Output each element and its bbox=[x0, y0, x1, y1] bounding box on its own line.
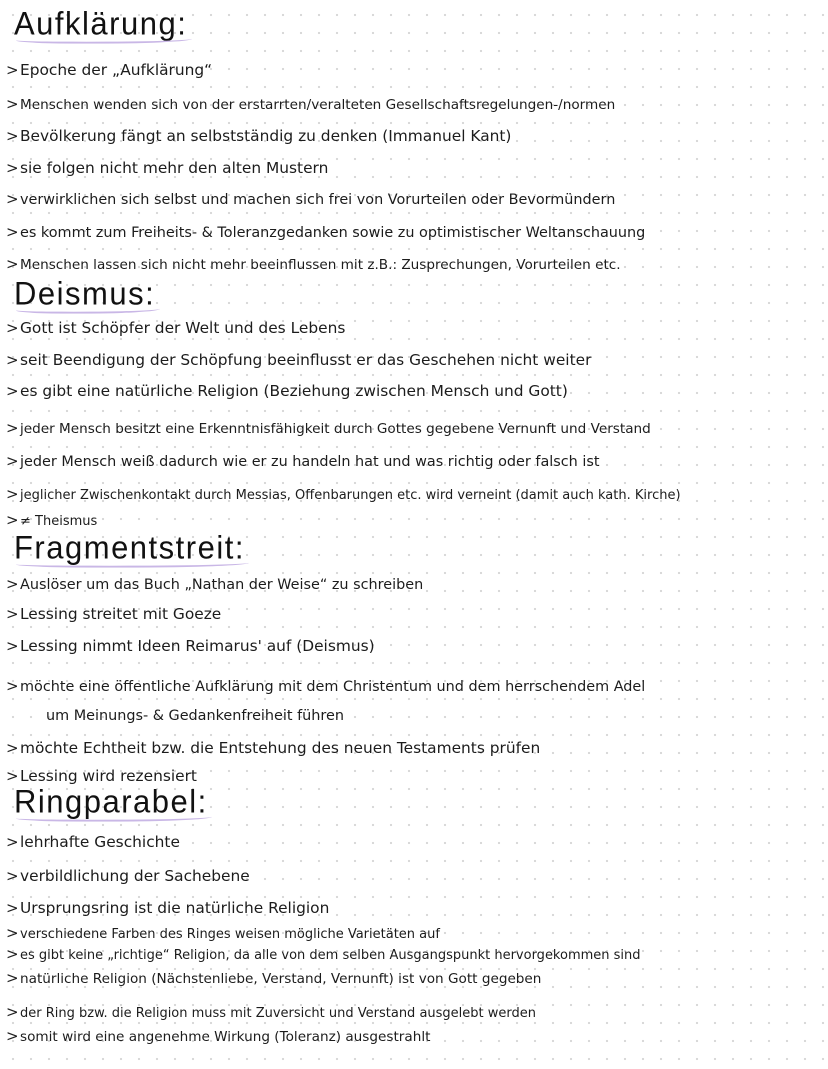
bullet-line bbox=[6, 866, 250, 886]
bullet-line bbox=[6, 574, 423, 595]
bullet-text: Bevölkerung fängt an selbstständig zu denken (Immanuel Kant) bbox=[20, 127, 512, 145]
bullet-continuation bbox=[46, 706, 344, 726]
bullet-text: Gott ist Schöpfer der Welt und des Lebens bbox=[20, 319, 346, 337]
bullet-line bbox=[6, 604, 221, 624]
heading-ringparabel: Ringparabel: bbox=[14, 782, 207, 820]
bullet-text: verbildlichung der Sachebene bbox=[20, 867, 250, 885]
bullet-text: natürliche Religion (Nächstenliebe, Verstand, Vernunft) ist von Gott gegeben bbox=[20, 971, 542, 987]
bullet-text: der Ring bzw. die Religion muss mit Zuversicht und Verstand ausgelebt werden bbox=[20, 1006, 537, 1021]
bullet-line bbox=[6, 676, 645, 697]
bullet-line bbox=[6, 418, 651, 439]
arrow-icon: > bbox=[6, 319, 19, 337]
arrow-icon: > bbox=[6, 677, 19, 695]
bullet-text: Ursprungsring ist die natürliche Religion bbox=[20, 899, 330, 917]
bullet-line bbox=[6, 318, 345, 338]
bullet-text: jeglicher Zwischenkontakt durch Messias, Offenbarungen etc. wird verneint (damit auch kath. Kirche) bbox=[20, 488, 681, 503]
bullet-line bbox=[6, 484, 681, 506]
bullet-text: seit Beendigung der Schöpfung beeinflusst er das Geschehen nicht weiter bbox=[20, 351, 592, 369]
arrow-icon: > bbox=[6, 159, 19, 177]
arrow-icon: > bbox=[6, 190, 19, 208]
arrow-icon: > bbox=[6, 575, 19, 593]
arrow-icon: > bbox=[6, 1027, 19, 1045]
bullet-text: somit wird eine angenehme Wirkung (Toleranz) ausgestrahlt bbox=[20, 1029, 431, 1045]
arrow-icon: > bbox=[6, 419, 19, 437]
bullet-line bbox=[6, 189, 615, 210]
arrow-icon: > bbox=[6, 899, 19, 917]
bullet-text: Menschen lassen sich nicht mehr beeinflussen mit z.B.: Zusprechungen, Vorurteilen etc. bbox=[20, 257, 621, 273]
bullet-line bbox=[6, 254, 621, 275]
bullet-text: ≠ Theismus bbox=[20, 514, 98, 529]
bullet-text: Auslöser um das Buch „Nathan der Weise“ zu schreiben bbox=[20, 577, 424, 593]
bullet-line bbox=[6, 738, 540, 758]
arrow-icon: > bbox=[6, 924, 19, 942]
arrow-icon: > bbox=[6, 605, 19, 623]
arrow-icon: > bbox=[6, 833, 19, 851]
bullet-line bbox=[6, 832, 180, 852]
bullet-line bbox=[6, 636, 375, 656]
bullet-text: möchte eine öffentliche Aufklärung mit dem Christentum und dem herrschendem Adel bbox=[20, 679, 646, 695]
bullet-text: Menschen wenden sich von der erstarrten/veralteten Gesellschaftsregelungen-/normen bbox=[20, 97, 616, 113]
heading-text: Aufklärung bbox=[14, 4, 178, 42]
arrow-icon: > bbox=[6, 95, 19, 113]
arrow-icon: > bbox=[6, 351, 19, 369]
bullet-line bbox=[6, 350, 591, 370]
bullet-line bbox=[6, 158, 328, 178]
arrow-icon: > bbox=[6, 382, 19, 400]
bullet-text: es gibt eine natürliche Religion (Beziehung zwischen Mensch und Gott) bbox=[20, 382, 568, 400]
bullet-text: Lessing wird rezensiert bbox=[20, 767, 197, 785]
bullet-text: sie folgen nicht mehr den alten Mustern bbox=[20, 159, 329, 177]
bullet-text: möchte Echtheit bzw. die Entstehung des neuen Testaments prüfen bbox=[20, 739, 541, 757]
bullet-text: Lessing streitet mit Goeze bbox=[20, 605, 222, 623]
bullet-text: es kommt zum Freiheits- & Toleranzgedanken sowie zu optimistischer Weltanschauung bbox=[20, 225, 646, 241]
bullet-line bbox=[6, 60, 212, 80]
bullet-text: jeder Mensch weiß dadurch wie er zu handeln hat und was richtig oder falsch ist bbox=[20, 454, 600, 470]
arrow-icon: > bbox=[6, 223, 19, 241]
bullet-line bbox=[6, 1002, 536, 1024]
bullet-text: verwirklichen sich selbst und machen sich frei von Vorurteilen oder Bevormündern bbox=[20, 192, 616, 208]
heading-deismus: Deismus: bbox=[14, 274, 154, 312]
arrow-icon: > bbox=[6, 945, 19, 963]
heading-fragmentstreit: Fragmentstreit: bbox=[14, 528, 244, 566]
bullet-line bbox=[6, 451, 600, 472]
arrow-icon: > bbox=[6, 485, 19, 503]
bullet-line bbox=[6, 968, 541, 989]
bullet-text: Epoche der „Aufklärung“ bbox=[20, 61, 213, 79]
heading-text: Ringparabel bbox=[14, 782, 198, 820]
arrow-icon: > bbox=[6, 637, 19, 655]
bullet-line bbox=[6, 923, 440, 945]
heading-aufklaerung: Aufklärung: bbox=[14, 4, 186, 42]
bullet-line bbox=[6, 898, 329, 918]
heading-text: Deismus bbox=[14, 274, 146, 312]
arrow-icon: > bbox=[6, 969, 19, 987]
arrow-icon: > bbox=[6, 452, 19, 470]
arrow-icon: > bbox=[6, 1003, 19, 1021]
bullet-line bbox=[6, 381, 568, 401]
arrow-icon: > bbox=[6, 511, 19, 529]
bullet-text: Lessing nimmt Ideen Reimarus' auf (Deismus) bbox=[20, 637, 375, 655]
bullet-line bbox=[6, 94, 615, 115]
arrow-icon: > bbox=[6, 255, 19, 273]
heading-text: Fragmentstreit bbox=[14, 528, 235, 566]
bullet-text: verschiedene Farben des Ringes weisen mögliche Varietäten auf bbox=[20, 927, 440, 942]
arrow-icon: > bbox=[6, 867, 19, 885]
bullet-line bbox=[6, 944, 641, 966]
bullet-line bbox=[6, 222, 645, 243]
arrow-icon: > bbox=[6, 61, 19, 79]
arrow-icon: > bbox=[6, 767, 19, 785]
bullet-text: lehrhafte Geschichte bbox=[20, 833, 180, 851]
bullet-line bbox=[6, 126, 511, 146]
bullet-text: um Meinungs- & Gedankenfreiheit führen bbox=[46, 708, 345, 724]
arrow-icon: > bbox=[6, 127, 19, 145]
arrow-icon: > bbox=[6, 739, 19, 757]
bullet-line bbox=[6, 1026, 430, 1047]
bullet-text: jeder Mensch besitzt eine Erkenntnisfähigkeit durch Gottes gegebene Vernunft und Verstand bbox=[20, 421, 651, 437]
bullet-text: es gibt keine „richtige“ Religion, da alle von dem selben Ausgangspunkt hervorgekommen sind bbox=[20, 948, 641, 963]
